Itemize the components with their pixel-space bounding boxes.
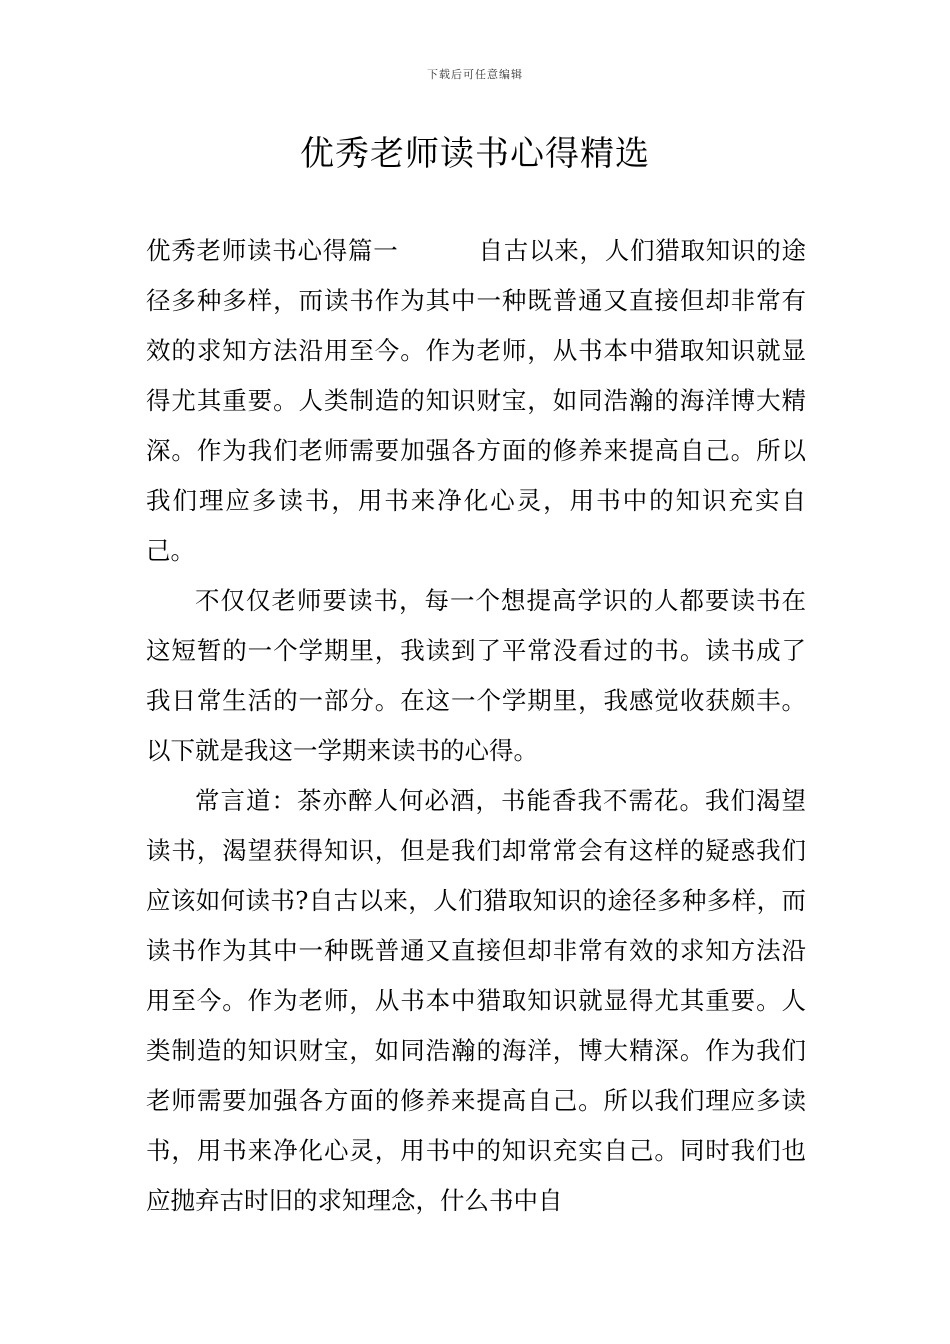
paragraph-2: 不仅仅老师要读书，每一个想提高学识的人都要读书在这短暂的一个学期里，我读到了平常没看过的书。读书成了我日常生活的一部分。在这一个学期里，我感觉收获颇丰。以下就是我这一学期来读书的心得。 — [146, 586, 806, 765]
header-note: 下载后可任意编辑 — [427, 68, 523, 81]
paragraph-1 — [146, 226, 806, 576]
section-heading: 优秀老师读书心得篇一 — [146, 236, 399, 265]
document-title: 优秀老师读书心得精选 — [300, 134, 650, 174]
paragraph-1-text: 自古以来，人们猎取知识的途径多种多样，而读书作为其中一种既普通又直接但却非常有效的求知方法沿用至今。作为老师，从书本中猎取知识就显得尤其重要。人类制造的知识财宝，如同浩瀚的海洋博大精深。作为我们老师需要加强各方面的修养来提高自己。所以我们理应多读书，用书来净化心灵，用书中的知识充实自己。 — [146, 236, 806, 565]
document-body — [146, 226, 806, 1226]
paragraph-3: 常言道：茶亦醉人何必酒，书能香我不需花。我们渴望读书，渴望获得知识，但是我们却常常会有这样的疑惑我们应该如何读书?自古以来，人们猎取知识的途径多种多样，而读书作为其中一种既普通又直接但却非常有效的求知方法沿用至今。作为老师，从书本中猎取知识就显得尤其重要。人类制造的知识财宝，如同浩瀚的海洋，博大精深。作为我们老师需要加强各方面的修养来提高自己。所以我们理应多读书，用书来净化心灵，用书中的知识充实自己。同时我们也应抛弃古时旧的求知理念，什么书中自 — [146, 786, 806, 1215]
